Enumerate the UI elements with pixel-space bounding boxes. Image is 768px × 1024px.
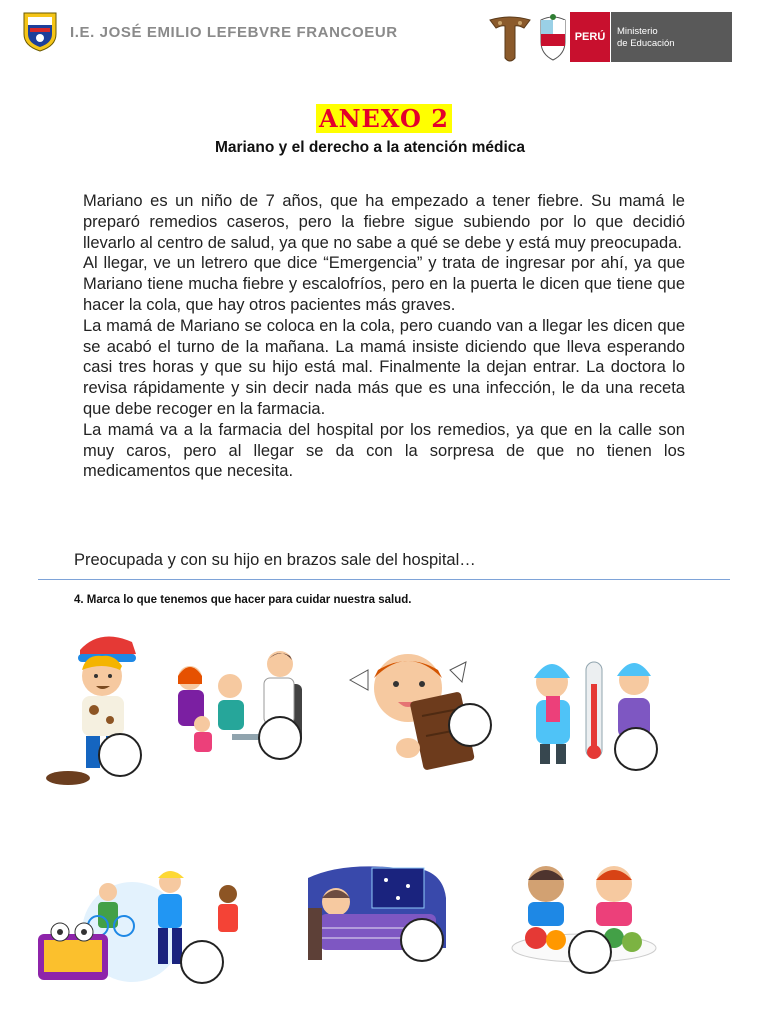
- story-paragraph-3: La mamá de Mariano se coloca en la cola, pero cuando van a llegar les dicen que se acabó el turno de la mañana. La mamá insiste diciendo que lleva esperando casi tres horas y que su hijo está mal. Finalmente la dejan entrar. La doctora lo revisa rápidamente y sin decir nada más que es una infección, le da una receta que debe recoger en la farmacia.: [83, 316, 685, 418]
- school-logo: [20, 10, 60, 52]
- answer-circle-6[interactable]: [400, 918, 444, 962]
- answer-circle-2[interactable]: [258, 716, 302, 760]
- answer-circle-7[interactable]: [568, 930, 612, 974]
- answer-circle-1[interactable]: [98, 733, 142, 777]
- answer-circle-4[interactable]: [614, 727, 658, 771]
- annex-title: [0, 104, 768, 133]
- tau-cross-logo: [488, 14, 532, 64]
- story-ending: Preocupada y con su hijo en brazos sale del hospital…: [74, 551, 476, 569]
- story-paragraph-2: Al llegar, ve un letrero que dice “Emergencia” y trata de ingresar por ahí, ya que Mariano tiene mucha fiebre y escalofríos, pero en la puerta le dicen que tiene que hacer la cola, que hay otros pacientes más graves.: [83, 254, 685, 314]
- page-subtitle: Mariano y el derecho a la atención médica: [214, 139, 526, 156]
- ministry-name: [610, 12, 732, 62]
- answer-circle-5[interactable]: [180, 940, 224, 984]
- story-paragraph-1: Mariano es un niño de 7 años, que ha empezado a tener fiebre. Su mamá le preparó remedios caseros, pero la fiebre sigue subiendo por lo que decidió llevarlo al centro de salud, ya que no sabe a qué se debe y está muy preocupada.: [83, 192, 685, 252]
- ministry-line-2: de Educación: [617, 38, 675, 49]
- school-name: I.E. JOSÉ EMILIO LEFEBVRE FRANCOEUR: [70, 24, 398, 41]
- annex-title-text: ANEXO 2: [316, 104, 452, 133]
- story-text: [83, 191, 685, 482]
- question-4: 4. Marca lo que tenemos que hacer para cuidar nuestra salud.: [74, 594, 412, 606]
- ministry-line-1: Ministerio: [617, 26, 658, 37]
- peru-label: PERÚ: [570, 12, 610, 62]
- section-divider: [38, 579, 730, 580]
- page-header: [0, 0, 768, 80]
- peru-coat-of-arms: [538, 12, 568, 62]
- answer-circle-3[interactable]: [448, 703, 492, 747]
- ministry-banner: [570, 12, 732, 62]
- story-paragraph-4: La mamá va a la farmacia del hospital por los remedios, ya que en la calle son muy caros, pero al llegar se da con la sorpresa de que no tienen los medicamentos que necesita.: [83, 420, 685, 481]
